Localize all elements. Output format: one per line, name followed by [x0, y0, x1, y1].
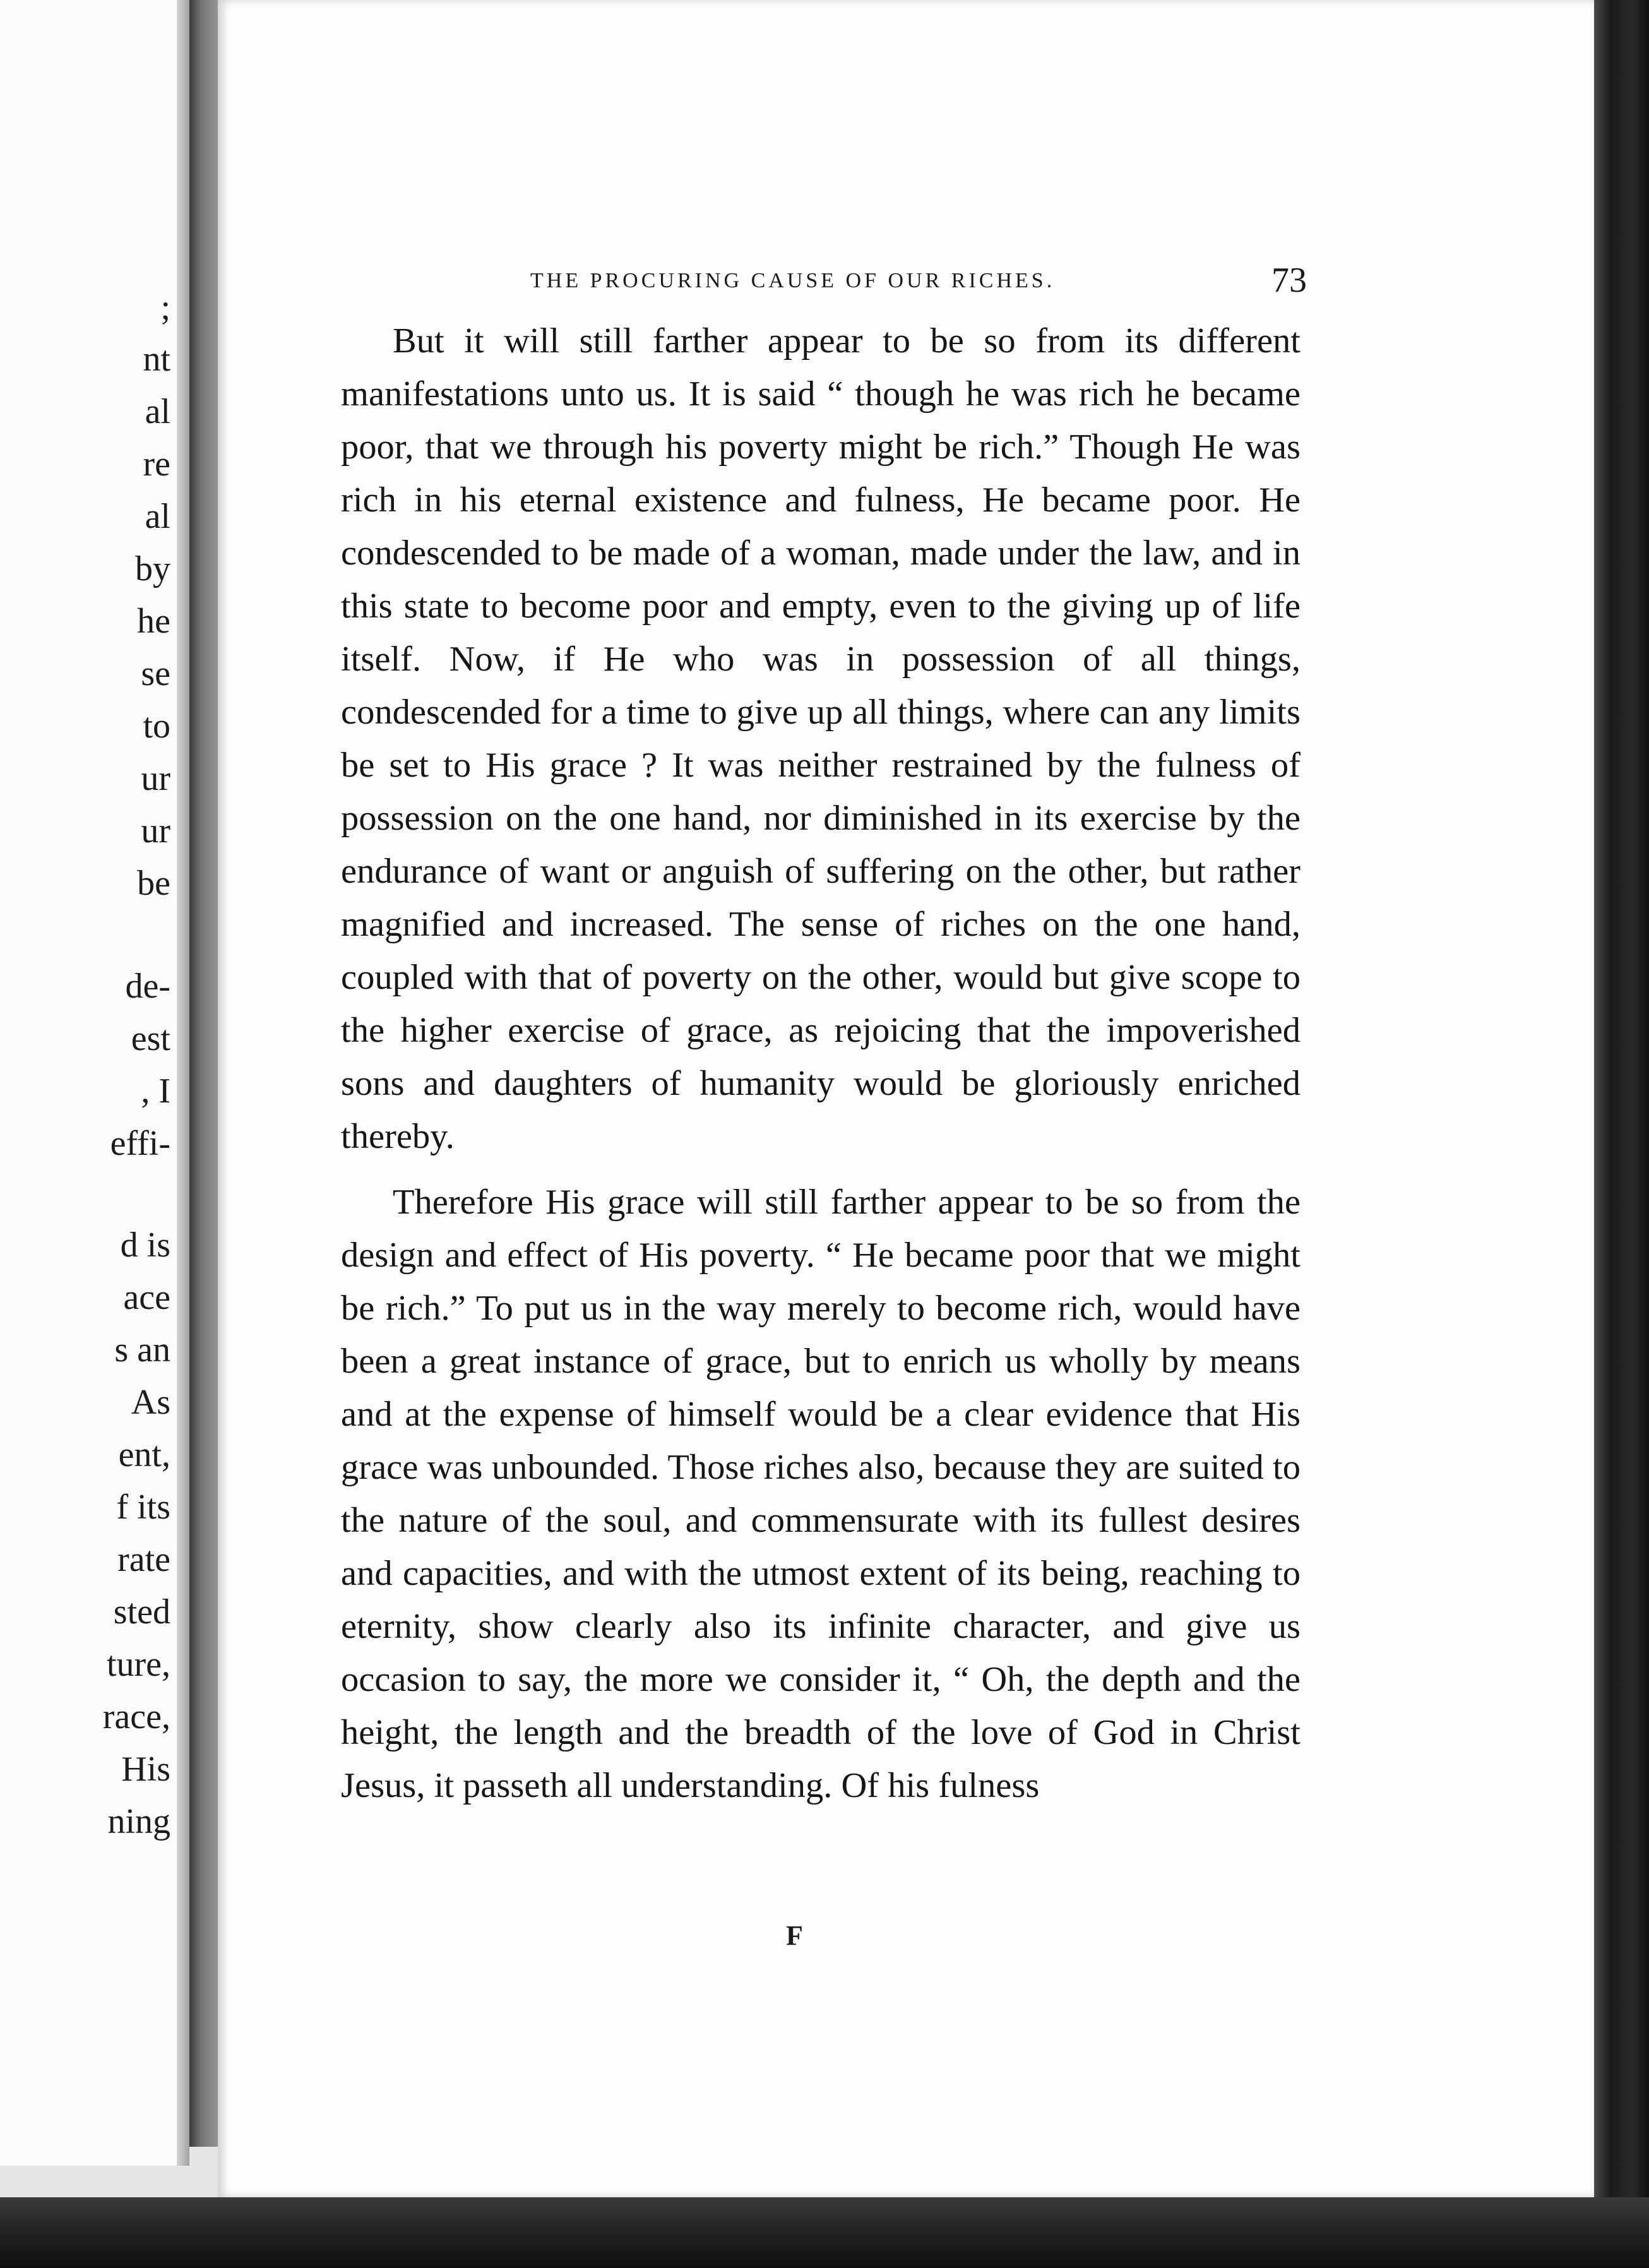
facing-line: nt [143, 340, 170, 379]
facing-line: As [131, 1383, 170, 1422]
facing-line: d is [120, 1226, 170, 1265]
facing-line: ning [107, 1802, 170, 1841]
facing-line: ent, [118, 1435, 170, 1474]
facing-line: ur [141, 811, 170, 850]
paragraph: But it will still farther appear to be so from its different manifestations unto us. It is said “ though he was rich he became poor, that we through his poverty might be rich.” Though He was rich in his eternal existence and fulness, He became poor. He condescended to be made of a woman, made under the law, and in this state to become poor and empty, even to the giving up of life itself. Now, if He who was in possession of all things, condescended for a time to give up all things, where can any limits be set to His grace ? It was neither restrained by the fulness of possession on the one hand, nor diminished in its exercise by the endurance of want or anguish of suffering on the other, but rather magnified and increased. The sense of riches on the one hand, coupled with that of poverty on the other, would but give scope to the higher exercise of grace, as rejoicing that the impoverished sons and daughters of humanity would be gloriously enriched thereby. [341, 321, 1301, 1156]
facing-line: ture, [106, 1645, 170, 1684]
facing-line: re [143, 445, 170, 484]
body-text [341, 314, 1301, 1812]
book-gutter [189, 0, 221, 2147]
facing-page-edge [177, 0, 189, 2166]
facing-line: to [143, 707, 170, 746]
facing-page [0, 0, 189, 2166]
facing-line: he [137, 602, 170, 641]
scan-bottom-border [0, 2197, 1649, 2268]
page-fore-edge [1594, 0, 1649, 2268]
facing-line: His [121, 1750, 170, 1789]
facing-line: f its [116, 1488, 170, 1527]
facing-line: sted [113, 1592, 170, 1632]
facing-line: effi- [110, 1124, 170, 1163]
facing-line: by [135, 549, 170, 588]
paragraph: Therefore His grace will still farther appear to be so from the design and effect of His poverty. “ He became poor that we might be rich.” To put us in the way merely to become rich, would have been a great instance of grace, but to enrich us wholly by means and at the expense of himself would be a clear evidence that His grace was unbounded. Those riches also, because they are suited to the nature of the soul, and commensurate with its fullest desires and capacities, and with the utmost extent of its being, reaching to eternity, show clearly also its infinite character, and give us occasion to say, the more we consider it, “ Oh, the depth and the height, the length and the breadth of the love of God in Christ Jesus, it passeth all understanding. Of his fulness [341, 1183, 1301, 1805]
facing-line: s an [114, 1330, 170, 1370]
facing-line: , I [141, 1071, 170, 1111]
facing-line: al [145, 497, 170, 536]
facing-line: al [145, 392, 170, 431]
page-header [530, 260, 1307, 311]
running-title: THE PROCURING CAUSE OF OUR RICHES. [530, 269, 1056, 292]
page-number: 73 [1271, 261, 1307, 300]
facing-line: se [141, 654, 170, 693]
facing-line: ace [123, 1278, 170, 1317]
facing-line: be [137, 864, 170, 903]
facing-line: ; [160, 288, 170, 327]
facing-line: rate [117, 1540, 170, 1579]
facing-line: race, [102, 1697, 170, 1736]
signature-mark: F [786, 1920, 803, 1951]
facing-line: de- [125, 967, 170, 1006]
facing-line: est [131, 1019, 170, 1058]
facing-line: ur [141, 759, 170, 798]
